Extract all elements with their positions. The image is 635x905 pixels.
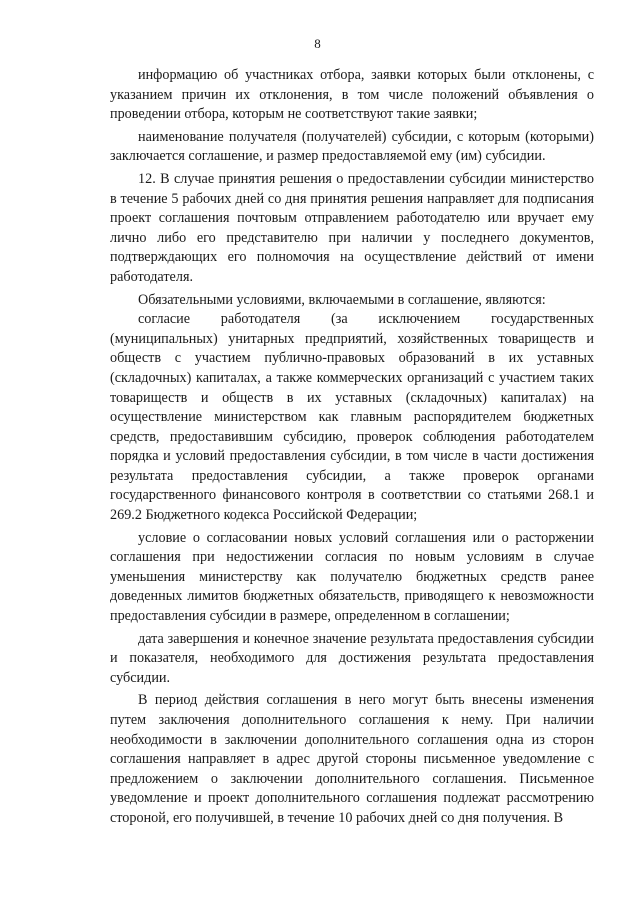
paragraph-clause-12: 12. В случае принятия решения о предоставлении субсидии министерство в течение 5 рабочих дней со дня принятия решения направляет для подписания проект соглашения почтовым отправлением работодателю или вручает ему лично либо его представителю при наличии у последнего документов, подтверждающих его полномочия на осуществление действий от имени работодателя. [110,170,594,285]
paragraph-mandatory-conditions: Обязательными условиями, включаемыми в соглашение, являются: [138,291,546,308]
paragraph-recipient-name: наименование получателя (получателей) субсидии, с которым (которыми) заключается соглашение, и размер предоставляемой ему (им) субсидии. [110,128,594,165]
paragraph-rejected-participants: информацию об участниках отбора, заявки которых были отклонены, с указанием причин их отклонения, в том числе положений объявления о проведении отбора, которым не соответствуют такие заявки; [110,67,594,123]
page-number: 8 [314,36,321,51]
document-body [110,66,594,829]
paragraph-completion-date: дата завершения и конечное значение результата предоставления субсидии и показателя, необходимого для достижения результата предоставления субсидии. [110,630,594,686]
paragraph-agreement-changes: В период действия соглашения в него могут быть внесены изменения путем заключения дополнительного соглашения к нему. При наличии необходимости в заключении дополнительного соглашения одна из сторон соглашения направляет в адрес другой стороны письменное уведомление с предложением о заключении дополнительного соглашения. Письменное уведомление и проект дополнительного соглашения подлежат рассмотрению стороной, его получившей, в течение 10 рабочих дней со дня получения. В [110,692,594,826]
paragraph-employer-consent: согласие работодателя (за исключением государственных (муниципальных) унитарных предприятий, хозяйственных товариществ и обществ с участием публично-правовых образований в их уставных (складочных) капиталах, а также коммерческих организаций с участием таких товариществ и обществ в их уставных (складочных) капиталах) на осуществление министерством как главным распорядителем бюджетных средств, предоставившим субсидию, проверок соблюдения работодателем порядка и условий предоставления субсидии, в том числе в части достижения результата предоставления субсидии, а также проверок органами государственного финансового контроля в соответствии со статьями 268.1 и 269.2 Бюджетного кодекса Российской Федерации; [110,311,594,524]
paragraph-new-conditions: условие о согласовании новых условий соглашения или о расторжении соглашения при недостижении согласия по новым условиям в случае уменьшения министерству как получателю бюджетных средств ранее доведенных лимитов бюджетных обязательств, приводящего к невозможности предоставления субсидии в размере, определенном в соглашении; [110,529,594,625]
